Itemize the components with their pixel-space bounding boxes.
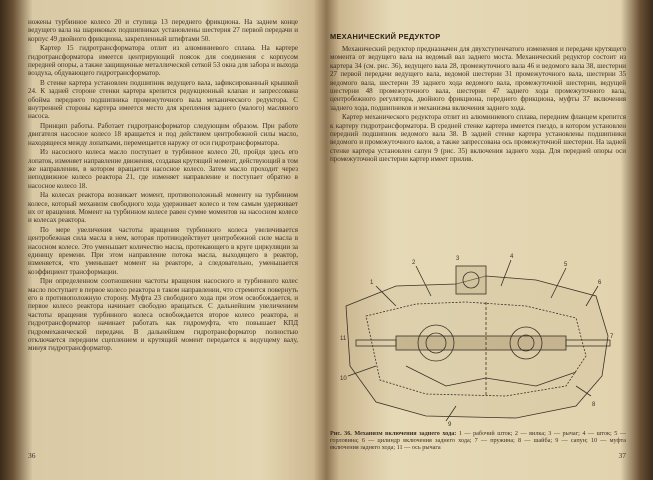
callout-number: 4 — [510, 254, 514, 260]
callout-number: 5 — [564, 262, 568, 268]
technical-figure — [336, 246, 620, 428]
page-number: 37 — [618, 451, 626, 460]
left-paragraph: При определенном соотношении частоты вращения насосного и турбинного колес масло поступает в первое колесо реактора в таком направлении, что стремится повернуть его в противоположную сторону. Муфта 23 свободного хода при этом освобождается, и первое колесо реактора начинает свободно вращаться. С дальнейшим увеличением частоты вращения турбинного колеса освобождается второе колесо реактора, и гидротрансформатор начинает работать как гидромуфта, что повышает КПД гидромеханической передачи. В дальнейшем гидротрансформатор полностью отключается передним сцеплением и крутящий момент передается к ведущему валу, минуя гидротрансформатор. — [28, 277, 298, 353]
callout-number: 11 — [340, 336, 347, 342]
left-paragraph: По мере увеличения частоты вращения турбинного колеса увеличивается центробежная сила масла в нем, которая противодействует центробежной силе масла в насосном колесе. Это уменьшает количество масла, протекающего в круге циркуляции за единицу времени. При этом направление потока масла, выходящего в реактор, изменяется, что уменьшает момент на реакторе, а следовательно, уменьшается коэффициент трансформации. — [28, 225, 298, 276]
callout-number: 7 — [610, 334, 614, 340]
callout-number: 9 — [448, 422, 452, 428]
left-paragraph: Из насосного колеса масло поступает в турбинное колесо 20, пройдя здесь его лопаток, изменяет направление движения, создавая крутящий момент, действующий в том же направлении, в котором вращается насосное колесо. Затем масло проходит через неподвижное колесо реактора 21, где изменяет направление и поступает обратно в насосное колесо 18. — [28, 148, 298, 190]
left-paragraph: Принцип работы. Работает гидротрансформатор следующим образом. При работе двигателя насосное колесо 18 вращается и под действием центробежной силы масло, находящееся между лопатками, перемещается наружу от оси гидротрансформатора. — [28, 121, 298, 147]
mechanism-drawing — [336, 246, 620, 428]
left-paragraph: В стенке картера установлен подшипник ведущего вала, зафиксированный крышкой 24. К задней стороне стенки картера крепится редукционный клапан и запрессована обойма переднего подшипника промежуточного вала механического редуктора. С внутренней стороны картера имеется место для крепления заднего (малого) масляного насоса. — [28, 78, 298, 121]
callout-number: 2 — [412, 260, 416, 266]
left-paragraph: ножены турбинное колесо 20 и ступица 13 переднего фрикциона. На заднем конце ведущего вала на шариковых подшипниках установлены шестерня 27 первой передачи и корпус 49 двойного фрикциона, закрепленный штифтами 50. — [28, 18, 298, 43]
callout-number: 10 — [340, 376, 347, 382]
right-page — [330, 18, 626, 466]
figure-caption — [330, 430, 626, 452]
left-paragraph: На колесах реактора возникает момент, противоположный моменту на турбинном колесе, который механизм свободного хода удерживает колесо и тем самым удерживает их от вращения. Момент на турбинном колесе равен сумме моментов на насосном колесе и колесах реактора. — [28, 191, 298, 225]
caption-label: Рис. 36. Механизм включения заднего хода: — [330, 430, 457, 437]
callout-number: 8 — [592, 402, 596, 408]
page-number: 36 — [28, 451, 36, 460]
right-paragraph: Механический редуктор предназначен для двухступенчатого изменения и передачи крутящего момента от ведущего вала на ведомый вал заднего моста. Механический редуктор состоит из картера 34 (см. рис. 36), ведущего вала 28, промежуточного вала 46 и ведомого вала 38, шестерни 27 первой передачи ведущего вала, ведомой шестерни 31 промежуточного вала, шестерни 35 ведомого вала, шестерни 39 заднего хода ведомого вала, промежуточной шестерни, ведущей шестерни 48 промежуточного вала, шестерни 47 заднего хода промежуточного вала, центробежного регулятора, двойного фрикциона, переднего фрикциона, муфты 37 включения заднего хода, подшипников и механизма включения заднего хода. — [330, 45, 626, 112]
left-paragraph: Картер 15 гидротрансформатора отлит из алюминиевого сплава. На картере гидротрансформатора имеется центрирующий поясок для соединения с корпусом передней опоры, а также защищенные металлической сеткой 53 окна для забора и выхода воздуха, обдувающего гидротрансформатор. — [28, 44, 298, 78]
callout-number: 1 — [370, 280, 374, 286]
callout-number: 6 — [598, 280, 602, 286]
right-paragraph: Картер механического редуктора отлит из алюминиевого сплава, передним фланцем крепится к картеру гидротрансформатора. В средней стенке картера имеется гнездо, в котором установлен передний подшипник ведомого вала 38. В задней стенке картера установлены подшипники ведомого и промежуточного валов, а также запрессована ось промежуточной шестерни. На задней стенке картера установлен сапун 9 (рис. 35) включения заднего хода. Для передней опоры оси промежуточной шестерни картер имеет прилив. — [330, 113, 626, 164]
callout-number: 3 — [456, 256, 460, 262]
left-page — [28, 18, 298, 466]
caption-text: 1 — рабочий шток; 2 — вилка; 3 — рычаг; 4 — шток; 5 — горловина; 6 — цилиндр включения заднего хода; 7 — пружина; 8 — шайба; 9 — сапун; 10 — муфта включения заднего хода; 11 — ось рычага — [330, 430, 626, 452]
section-title: МЕХАНИЧЕСКИЙ РЕДУКТОР — [330, 32, 441, 41]
